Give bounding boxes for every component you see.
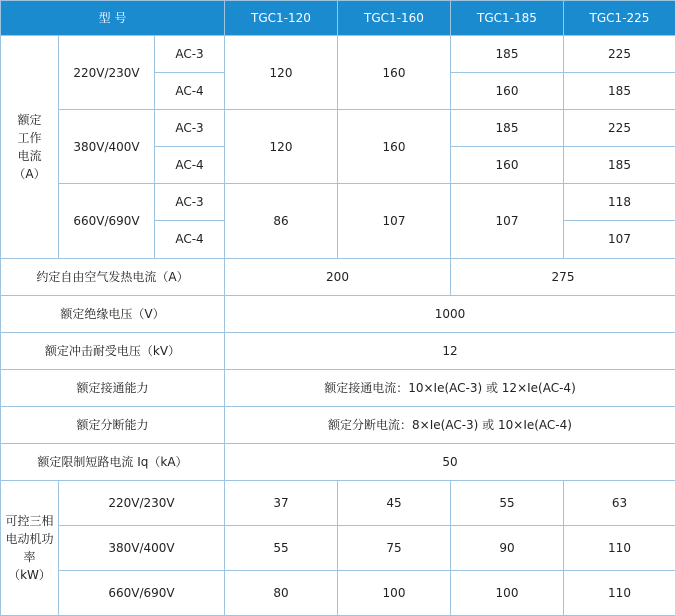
cell-660v-ac4-107: 107 [564, 221, 675, 258]
motor-power-label-line-2: 电动机功率 [5, 532, 54, 565]
table-row [1, 570, 675, 615]
cell-motor-660v-120: 80 [225, 570, 338, 615]
row-label-breaking-capacity: 额定分断能力 [1, 406, 225, 443]
utilization-category-ac4: AC-4 [155, 221, 225, 258]
table-row [1, 295, 675, 332]
table-row [1, 444, 675, 481]
cell-380v-160: 160 [338, 110, 451, 184]
header-col-tgc1-160: TGC1-160 [338, 1, 451, 36]
table-row [1, 36, 675, 73]
cell-660v-107: 107 [338, 184, 451, 258]
cell-motor-660v-225: 110 [564, 570, 675, 615]
cell-impulse-withstand-voltage: 12 [225, 332, 675, 369]
cell-220v-ac3-185: 185 [451, 36, 564, 73]
motor-power-label-line-1: 可控三相 [5, 514, 54, 529]
cell-380v-ac3-185: 185 [451, 110, 564, 147]
table-row [1, 258, 675, 295]
motor-power-voltage-220v: 220V/230V [59, 481, 225, 526]
row-label-impulse-withstand-voltage: 额定冲击耐受电压（kV） [1, 332, 225, 369]
table-header-row [1, 1, 675, 36]
cell-220v-ac3-225: 225 [564, 36, 675, 73]
motor-power-voltage-380v: 380V/400V [59, 526, 225, 571]
table-row [1, 110, 675, 147]
cell-380v-ac4-225: 185 [564, 147, 675, 184]
cell-motor-660v-160: 100 [338, 570, 451, 615]
rated-current-label-line-3: 电流 [17, 148, 42, 163]
cell-short-circuit-current: 50 [225, 444, 675, 481]
header-col-tgc1-185: TGC1-185 [451, 1, 564, 36]
cell-motor-380v-185: 90 [451, 526, 564, 571]
cell-motor-380v-120: 55 [225, 526, 338, 571]
cell-660v-86: 86 [225, 184, 338, 258]
voltage-group-380v: 380V/400V [59, 110, 155, 184]
cell-380v-ac3-225: 225 [564, 110, 675, 147]
table-row [1, 184, 675, 221]
cell-motor-660v-185: 100 [451, 570, 564, 615]
cell-220v-120: 120 [225, 36, 338, 110]
row-label-rated-insulation-voltage: 额定绝缘电压（V） [1, 295, 225, 332]
table-row [1, 369, 675, 406]
motor-power-label-line-3: （kW） [8, 568, 51, 583]
utilization-category-ac4: AC-4 [155, 73, 225, 110]
cell-breaking-capacity: 额定分断电流：8×Ie(AC-3) 或 10×Ie(AC-4) [225, 406, 675, 443]
row-label-short-circuit-current: 额定限制短路电流 Iq（kA） [1, 444, 225, 481]
row-label-making-capacity: 额定接通能力 [1, 369, 225, 406]
cell-heating-current-200: 200 [225, 258, 451, 295]
cell-motor-220v-225: 63 [564, 481, 675, 526]
rated-current-label-line-4: （A） [13, 166, 46, 181]
cell-660v-ac3-118: 118 [564, 184, 675, 221]
table-row [1, 526, 675, 571]
utilization-category-ac4: AC-4 [155, 147, 225, 184]
utilization-category-ac3: AC-3 [155, 110, 225, 147]
table-row [1, 406, 675, 443]
header-col-tgc1-120: TGC1-120 [225, 1, 338, 36]
cell-220v-ac4-185: 160 [451, 73, 564, 110]
cell-motor-380v-160: 75 [338, 526, 451, 571]
cell-380v-ac4-185: 160 [451, 147, 564, 184]
rated-current-label [1, 36, 59, 259]
cell-heating-current-275: 275 [451, 258, 675, 295]
cell-motor-220v-185: 55 [451, 481, 564, 526]
cell-380v-120: 120 [225, 110, 338, 184]
header-col-tgc1-225: TGC1-225 [564, 1, 675, 36]
cell-220v-160: 160 [338, 36, 451, 110]
rated-current-label-line-1: 额定 [17, 112, 42, 127]
voltage-group-660v: 660V/690V [59, 184, 155, 258]
motor-power-label [1, 481, 59, 616]
header-model-label: 型 号 [1, 1, 225, 36]
rated-current-label-line-2: 工作 [17, 130, 42, 145]
table-row [1, 481, 675, 526]
cell-motor-220v-160: 45 [338, 481, 451, 526]
motor-power-voltage-660v: 660V/690V [59, 570, 225, 615]
cell-motor-220v-120: 37 [225, 481, 338, 526]
cell-rated-insulation-voltage: 1000 [225, 295, 675, 332]
utilization-category-ac3: AC-3 [155, 36, 225, 73]
utilization-category-ac3: AC-3 [155, 184, 225, 221]
table-row [1, 332, 675, 369]
cell-220v-ac4-225: 185 [564, 73, 675, 110]
row-label-conventional-heating-current: 约定自由空气发热电流（A） [1, 258, 225, 295]
cell-making-capacity: 额定接通电流：10×Ie(AC-3) 或 12×Ie(AC-4) [225, 369, 675, 406]
cell-motor-380v-225: 110 [564, 526, 675, 571]
voltage-group-220v: 220V/230V [59, 36, 155, 110]
cell-660v-185-107: 107 [451, 184, 564, 258]
